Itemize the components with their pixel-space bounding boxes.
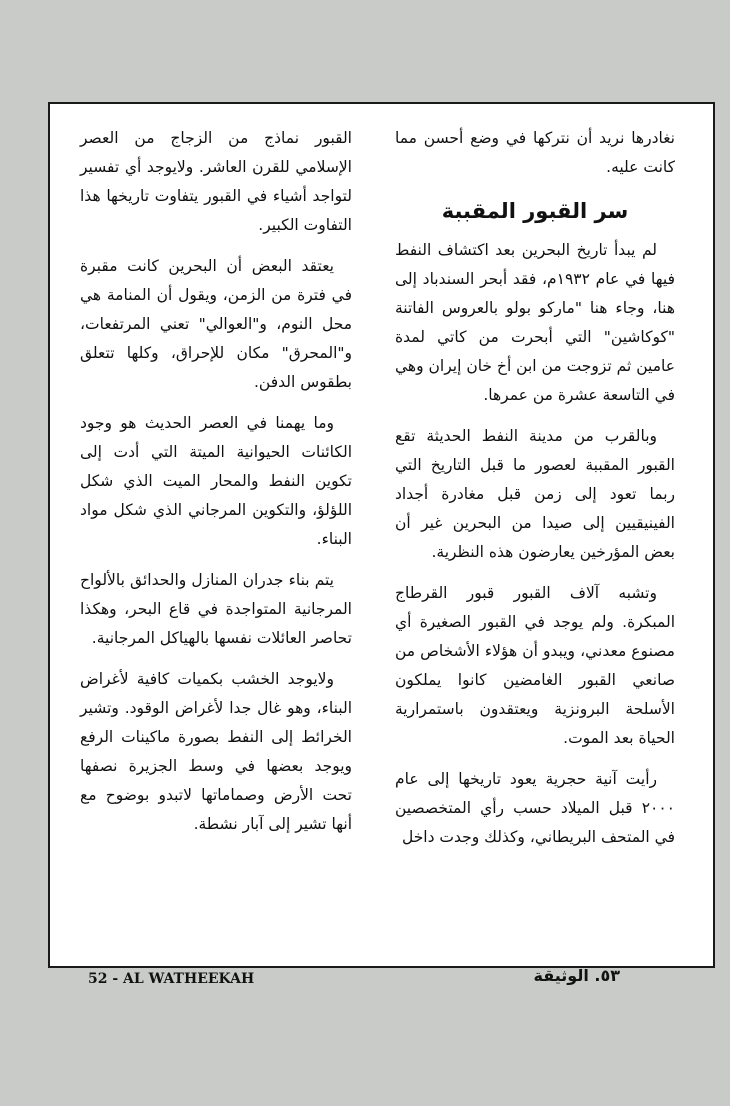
paragraph: يعتقد البعض أن البحرين كانت مقبرة في فترة من الزمن، ويقول أن المنامة هي محل النوم، و"العوالي" تعني المرتفعات، و"المحرق" مكان للإحراق، وكلها تتعلق بطقوس الدفن. [80,257,352,391]
right-column [395,124,675,864]
paragraph: وما يهمنا في العصر الحديث هو وجود الكائنات الحيوانية الميتة التي أدت إلى تكوين النفط والمحار الميت الذي شكل اللؤلؤ، والتكوين المرجاني الذي شكل مواد البناء. [80,414,352,548]
paragraph: يتم بناء جدران المنازل والحدائق بالألواح المرجانية المتواجدة في قاع البحر، وهكذا تحاصر العائلات نفسها بالهياكل المرجانية. [80,571,352,647]
paragraph: وبالقرب من مدينة النفط الحديثة تقع القبور المقببة لعصور ما قبل التاريخ التي ربما تعود إلى زمن قبل مغادرة أجداد الفينيقيين إلى صيدا من البحرين غير أن بعض المؤرخين يعارضون هذه النظرية. [395,427,675,561]
paragraph: القبور نماذج من الزجاج من العصر الإسلامي للقرن العاشر. ولايوجد أي تفسير لتواجد أشياء في القبور يتفاوت تاريخها هذا التفاوت الكبير. [80,129,352,234]
paragraph: نغادرها نريد أن نتركها في وضع أحسن مما كانت عليه. [395,129,675,176]
paragraph: ولايوجد الخشب بكميات كافية لأغراض البناء، وهو غال جدا لأغراض الوقود. وتشير الخرائط إلى النفط بصورة ماكينات الرفع ويوجد بعضها في وسط الجزيرة نصفها تحت الأرض وصماماتها لاتبدو بوضوح مع أنها تشير إلى آبار نشطة. [80,670,352,833]
section-heading: سر القبور المقببة [441,199,629,223]
footer-page-number-left: 52 - AL WATHEEKAH [88,971,255,987]
paragraph: رأيت آنية حجرية يعود تاريخها إلى عام ٢٠٠٠ قبل الميلاد حسب رأي المتخصصين في المتحف البريطاني، وكذلك وجدت داخل [395,770,675,846]
footer-page-number-right: ٥٣. الوثيقة [533,966,620,985]
page-frame [48,102,715,968]
paragraph: لم يبدأ تاريخ البحرين بعد اكتشاف النفط فيها في عام ١٩٣٢م، فقد أبحر السندباد إلى هنا، وجاء هنا "ماركو بولو بالعروس الفاتنة "كوكاشين" التي أبحرت من كاتي لمدة عامين ثم تزوجت من ابن أخ خان إيران وهي في التاسعة عشرة من عمرها. [395,241,675,404]
paragraph: وتشبه آلاف القبور قبور القرطاج المبكرة. ولم يوجد في القبور الصغيرة أي مصنوع معدني، ويبدو أن هؤلاء الأشخاص من صانعي القبور الغامضين كانوا يملكون الأسلحة البرونزية ويعتقدون باستمرارية الحياة بعد الموت. [395,584,675,747]
left-column [80,124,352,851]
